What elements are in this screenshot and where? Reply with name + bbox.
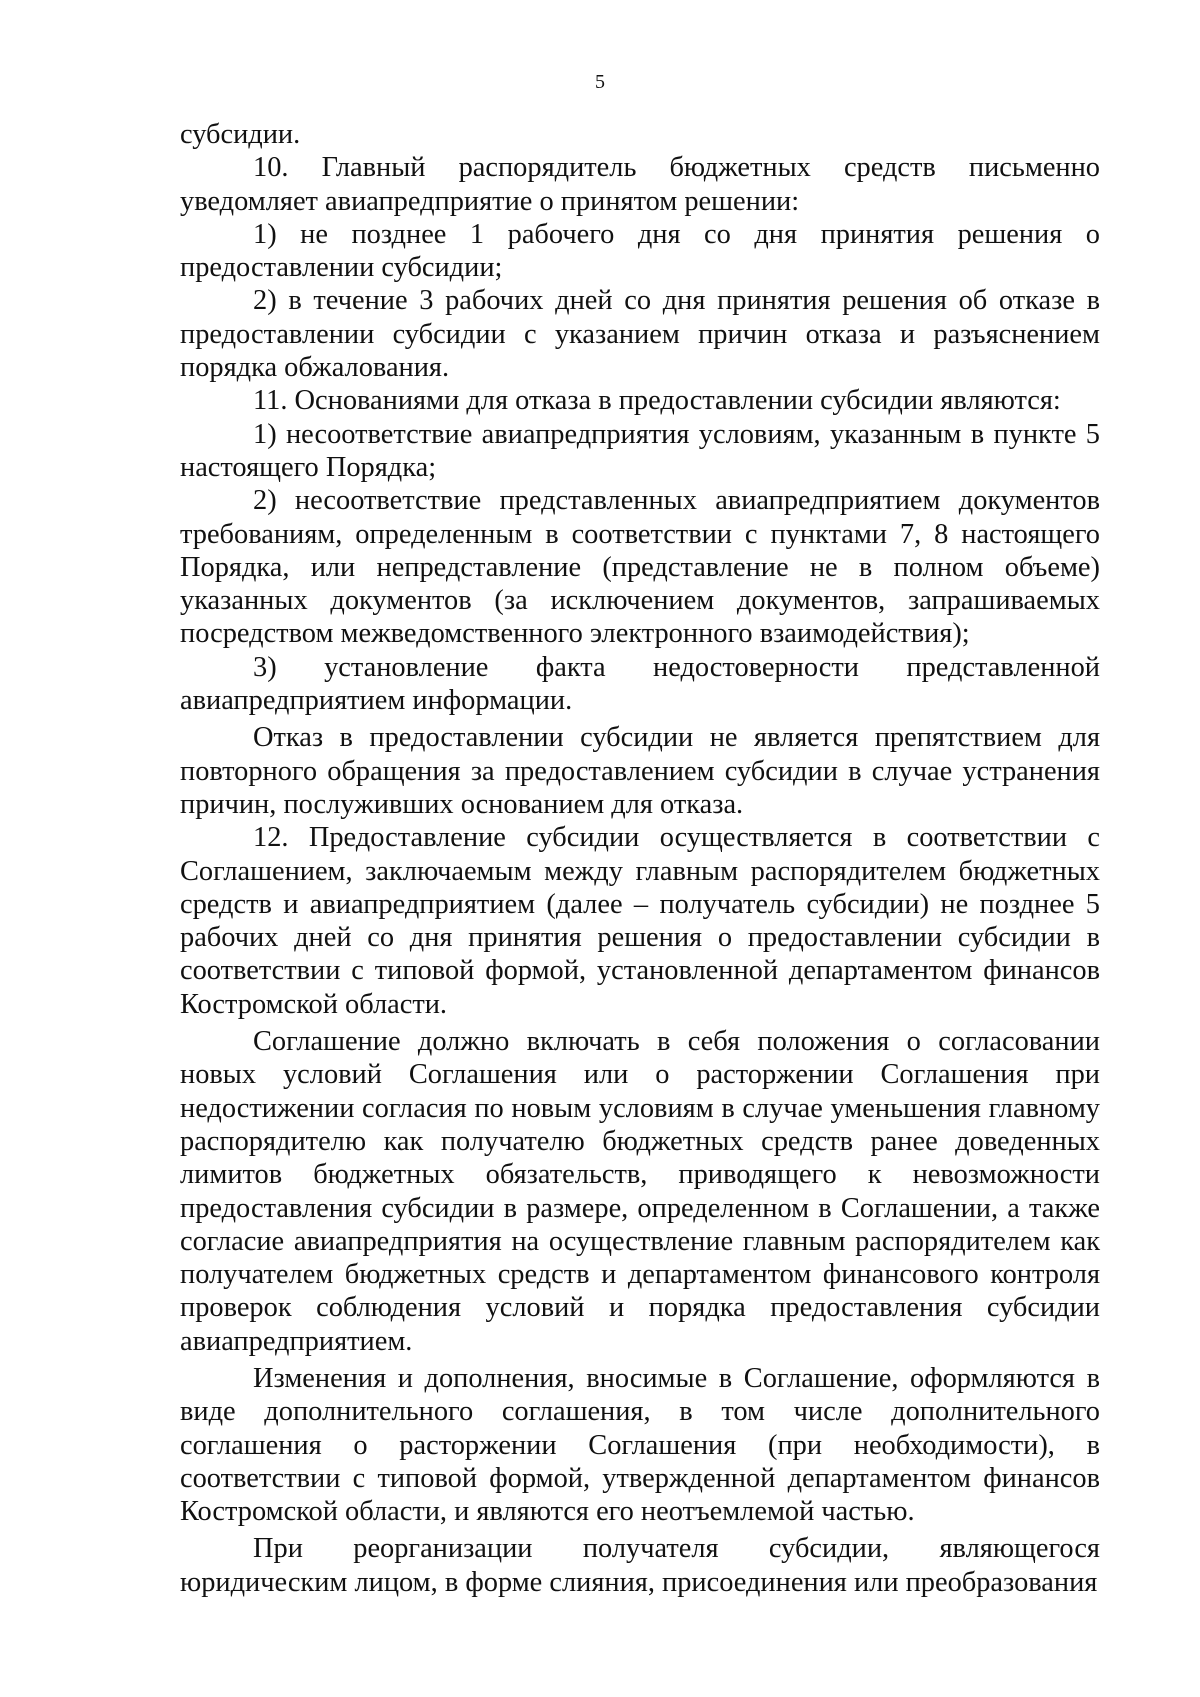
paragraph-agreement-provisions: Соглашение должно включать в себя положения о согласовании новых условий Соглашения или о расторжении Соглашения при недостижении согласия по новым условиям в случае уменьшения главному распорядителю как получателю бюджетных средств ранее доведенных лимитов бюджетных обязательств, приводящего к невозможности предоставления субсидии в размере, определенном в Соглашении, а также согласие авиапредприятия на осуществление главным распорядителем как получателем бюджетных средств и департаментом финансового контроля проверок соблюдения условий и порядка предоставления субсидии авиапредприятием. <box>180 1026 1100 1357</box>
paragraph-item-11-3: 3) установление факта недостоверности представленной авиапредприятием информации. <box>180 651 1100 717</box>
paragraph-item-10-1: 1) не позднее 1 рабочего дня со дня принятия решения о предоставлении субсидии; <box>180 218 1100 284</box>
paragraph-item-11: 11. Основаниями для отказа в предоставлении субсидии являются: <box>253 385 1061 417</box>
paragraph-agreement-changes: Изменения и дополнения, вносимые в Соглашение, оформляются в виде дополнительного соглашения, в том числе дополнительного соглашения о расторжении Соглашения (при необходимости), в соответствии с типовой формой, утвержденной департаментом финансов Костромской области, и являются его неотъемлемой частью. <box>180 1362 1100 1528</box>
paragraph-item-11-1: 1) несоответствие авиапредприятия условиям, указанным в пункте 5 настоящего Порядка; <box>180 418 1100 483</box>
paragraph-item-11-2: 2) несоответствие представленных авиапредприятием документов требованиям, определенным в соответствии с пунктами 7, 8 настоящего Порядка, или непредставление (представление не в полном объеме) указанных документов (за исключением документов, запрашиваемых посредством межведомственного электронного взаимодействия); <box>180 485 1100 650</box>
paragraph-refusal-note: Отказ в предоставлении субсидии не является препятствием для повторного обращения за предоставлением субсидии в случае устранения причин, послуживших основанием для отказа. <box>180 722 1100 820</box>
paragraph-reorganization: При реорганизации получателя субсидии, являющегося юридическим лицом, в форме слияния, присоединения или преобразования <box>180 1533 1100 1598</box>
paragraph-continuation: субсидии. <box>180 119 301 150</box>
page-number: 5 <box>595 71 605 93</box>
paragraph-item-12: 12. Предоставление субсидии осуществляется в соответствии с Соглашением, заключаемым между главным распорядителем бюджетных средств и авиапредприятием (далее – получатель субсидии) не позднее 5 рабочих дней со дня принятия решения о предоставлении субсидии в соответствии с типовой формой, установленной департаментом финансов Костромской области. <box>180 822 1100 1020</box>
paragraph-item-10: 10. Главный распорядитель бюджетных средств письменно уведомляет авиапредприятие о принятом решении: <box>180 152 1100 217</box>
document-body <box>180 118 1100 1599</box>
paragraph-item-10-2: 2) в течение 3 рабочих дней со дня принятия решения об отказе в предоставлении субсидии с указанием причин отказа и разъяснением порядка обжалования. <box>180 285 1100 384</box>
